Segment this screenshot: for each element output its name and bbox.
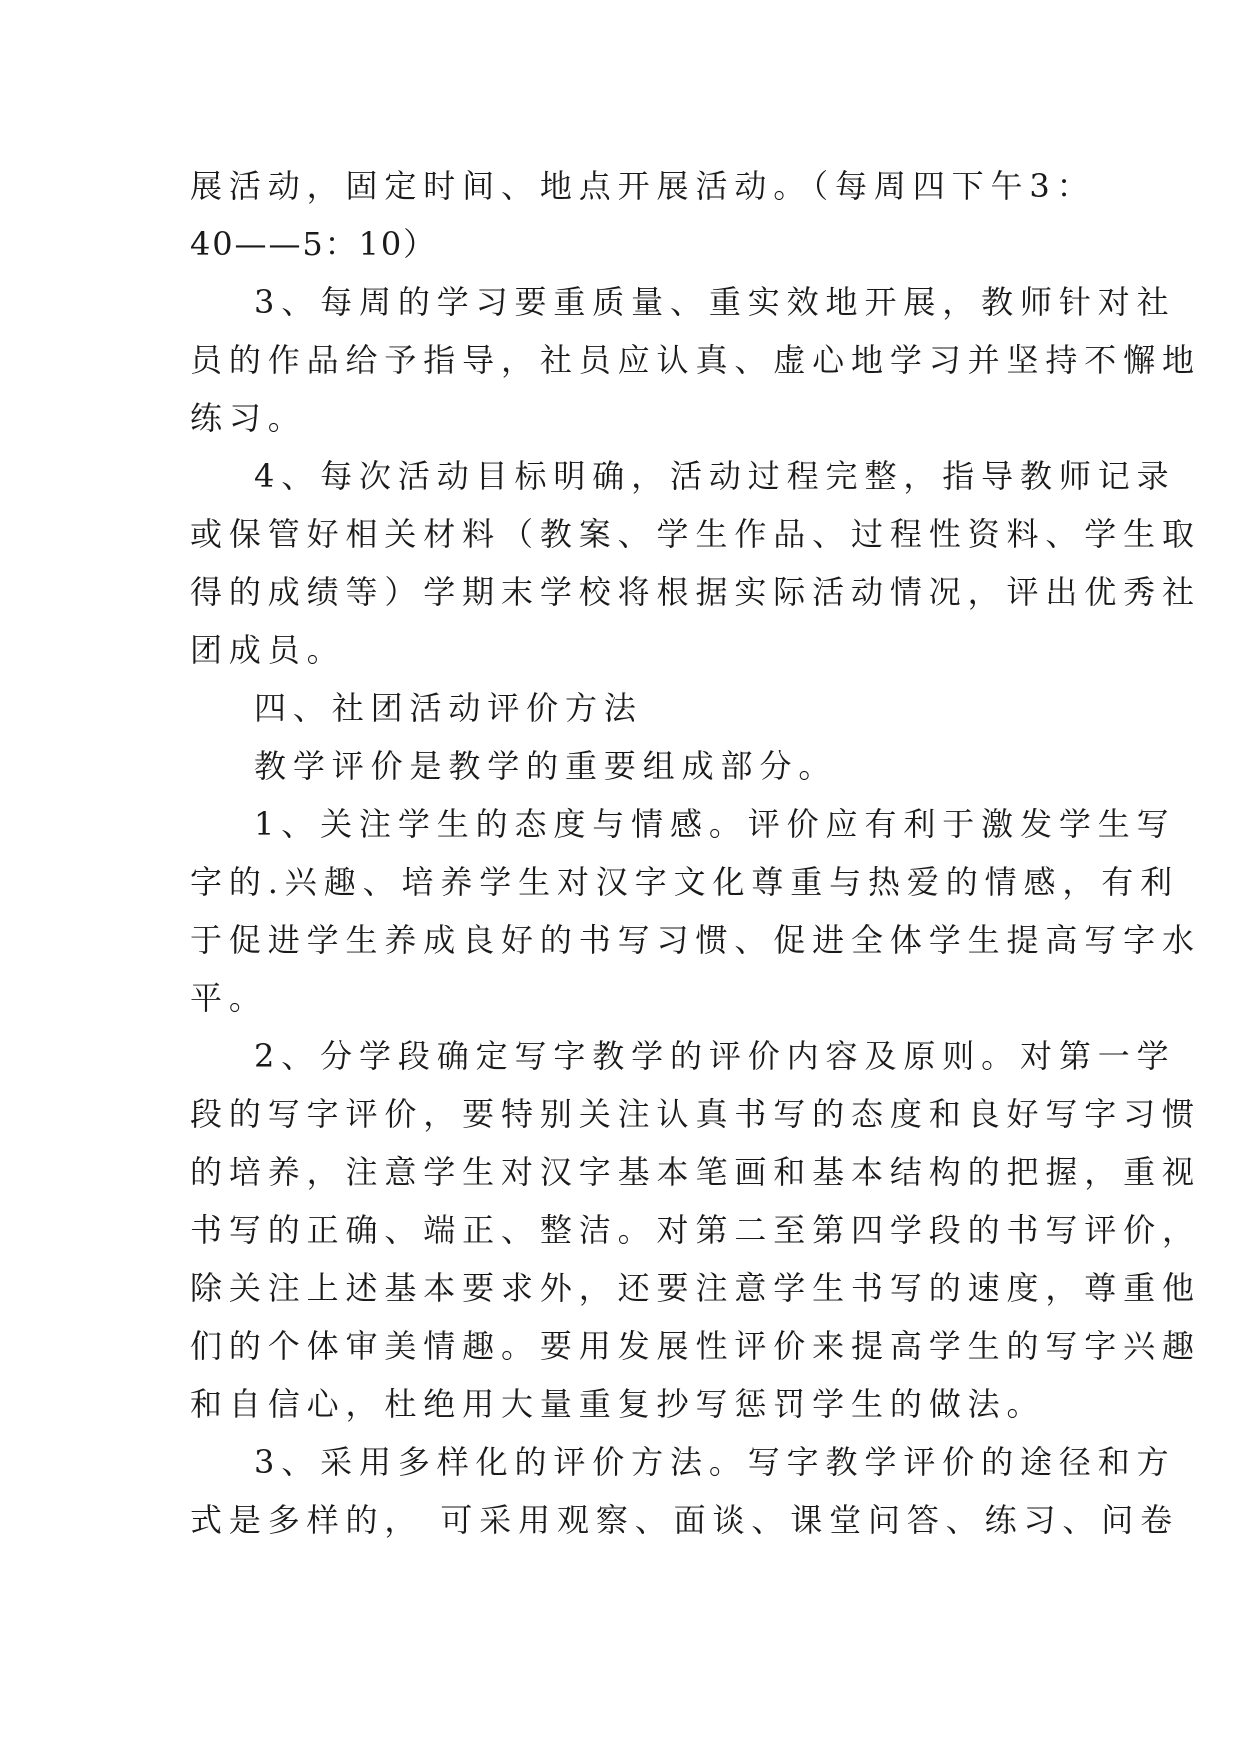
text-line: 2、分学段确定写字教学的评价内容及原则。对第一学	[254, 1037, 1176, 1075]
text-line: 的培养，注意学生对汉字基本笔画和基本结构的把握，重视	[190, 1153, 1201, 1191]
text-line: 4、每次活动目标明确，活动过程完整，指导教师记录	[254, 457, 1176, 495]
text-line: 书写的正确、端正、整洁。对第二至第四学段的书写评价，	[190, 1211, 1201, 1249]
text-line: 平。	[190, 979, 268, 1017]
text-line: 1、关注学生的态度与情感。评价应有利于激发学生写	[254, 805, 1176, 843]
text-line: 段的写字评价，要特别关注认真书写的态度和良好写字习惯	[190, 1095, 1201, 1133]
text-line: 展活动，固定时间、地点开展活动。（每周四下午3：	[190, 167, 1096, 205]
text-line: 员的作品给予指导，社员应认真、虚心地学习并坚持不懈地	[190, 341, 1201, 379]
text-line: 团成员。	[190, 631, 346, 669]
section-heading: 四、社团活动评价方法	[254, 689, 643, 727]
text-line: 式是多样的， 可采用观察、面谈、课堂问答、练习、问卷	[190, 1501, 1180, 1539]
text-line: 们的个体审美情趣。要用发展性评价来提高学生的写字兴趣	[190, 1327, 1201, 1365]
text-line: 于促进学生养成良好的书写习惯、促进全体学生提高写字水	[190, 921, 1201, 959]
text-line: 除关注上述基本要求外，还要注意学生书写的速度，尊重他	[190, 1269, 1201, 1307]
text-line: 得的成绩等）学期末学校将根据实际活动情况，评出优秀社	[190, 573, 1201, 611]
text-line: 3、采用多样化的评价方法。写字教学评价的途径和方	[254, 1443, 1176, 1481]
text-line: 和自信心，杜绝用大量重复抄写惩罚学生的做法。	[190, 1385, 1046, 1423]
text-line: 或保管好相关材料（教案、学生作品、过程性资料、学生取	[190, 515, 1201, 553]
text-line: 3、每周的学习要重质量、重实效地开展，教师针对社	[254, 283, 1176, 321]
text-line: 字的.兴趣、培养学生对汉字文化尊重与热爱的情感，有利	[190, 863, 1180, 901]
text-line: 教学评价是教学的重要组成部分。	[254, 747, 838, 785]
text-line: 练习。	[190, 399, 307, 437]
text-line: 40——5：10）	[190, 225, 438, 263]
